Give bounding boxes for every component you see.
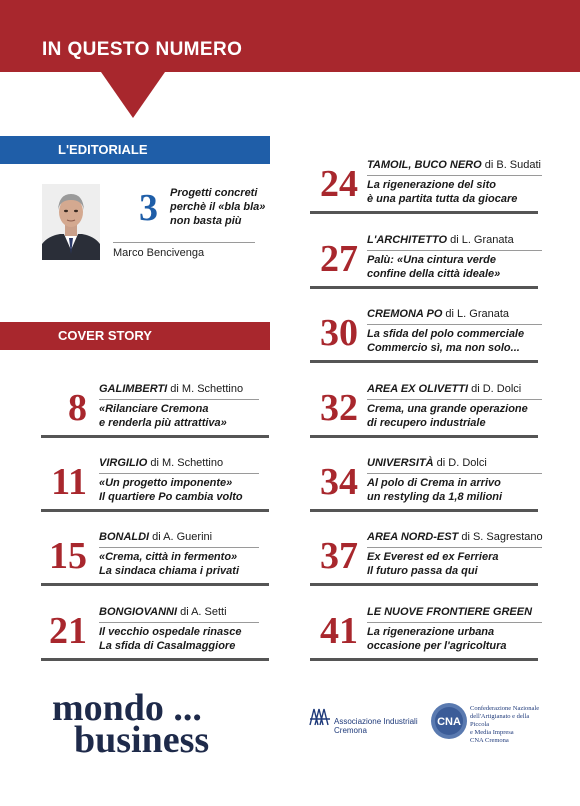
svg-text:CNA: CNA	[437, 716, 461, 728]
section-cover-story: COVER STORY	[0, 322, 270, 350]
toc-summary: «Rilanciare Cremona e renderla più attrattiva»	[99, 403, 227, 429]
divider	[367, 622, 542, 623]
toc-entry[interactable]	[310, 456, 538, 512]
editorial-author: Marco Bencivenga	[113, 247, 205, 259]
divider	[99, 399, 259, 400]
entry-rule	[310, 658, 538, 661]
svg-text:mondo ...: mondo ...	[52, 688, 202, 729]
toc-page-number: 8	[68, 387, 87, 429]
toc-page-number: 15	[49, 535, 87, 577]
toc-page-number: 37	[320, 535, 358, 577]
toc-summary: Ex Everest ed ex Ferriera Il futuro passa da qui	[367, 551, 499, 577]
toc-heading: AREA NORD-EST di S. Sagrestano	[367, 531, 543, 543]
divider	[99, 473, 259, 474]
editorial-title: Progetti concreti perchè il «bla bla» non basta più	[170, 187, 266, 227]
toc-page-number: 11	[51, 461, 87, 503]
divider	[99, 547, 259, 548]
toc-summary: Palù: «Una cintura verde confine della città ideale»	[367, 254, 501, 280]
divider	[367, 547, 542, 548]
toc-heading: GALIMBERTI di M. Schettino	[99, 383, 244, 395]
ai-emblem-icon	[308, 705, 332, 729]
editorial-page-number: 3	[139, 187, 158, 229]
toc-heading: VIRGILIO di M. Schettino	[99, 457, 224, 469]
toc-summary: «Crema, città in fermento» La sindaca chiama i privati	[99, 551, 240, 577]
toc-page-number: 21	[49, 610, 87, 652]
toc-heading: AREA EX OLIVETTI di D. Dolci	[367, 383, 522, 395]
toc-entry[interactable]	[310, 233, 538, 289]
toc-heading: L'ARCHITETTO di L. Granata	[367, 234, 514, 246]
section-editoriale: L'EDITORIALE	[0, 136, 270, 164]
entry-rule	[41, 583, 269, 586]
toc-summary: Crema, una grande operazione di recupero industriale	[367, 403, 528, 429]
toc-entry[interactable]	[41, 456, 269, 512]
author-portrait	[42, 184, 100, 260]
toc-page-number: 27	[320, 238, 358, 280]
toc-entry[interactable]	[310, 158, 542, 214]
mondo-business-logo	[52, 688, 264, 758]
toc-heading: BONGIOVANNI di A. Setti	[99, 606, 227, 618]
divider	[367, 175, 542, 176]
divider	[113, 242, 255, 243]
toc-summary: La rigenerazione del sito è una partita tutta da giocare	[367, 179, 518, 205]
toc-page-number: 34	[320, 461, 358, 503]
divider	[367, 399, 542, 400]
divider	[367, 473, 542, 474]
header-arrow	[101, 72, 165, 118]
svg-text:business: business	[74, 719, 210, 758]
entry-rule	[310, 286, 538, 289]
toc-heading: BONALDI di A. Guerini	[99, 531, 213, 543]
toc-entry[interactable]	[41, 530, 269, 586]
divider	[367, 250, 542, 251]
toc-heading: LE NUOVE FRONTIERE GREEN	[367, 606, 533, 618]
toc-entry[interactable]	[41, 605, 269, 661]
toc-summary: La sfida del polo commerciale Commercio sì, ma non solo...	[367, 328, 525, 354]
divider	[367, 324, 542, 325]
entry-rule	[310, 211, 538, 214]
entry-rule	[310, 435, 538, 438]
toc-entry[interactable]	[310, 307, 538, 363]
toc-summary: Al polo di Crema in arrivo un restyling da 1,8 milioni	[367, 477, 503, 503]
toc-page-number: 41	[320, 610, 358, 652]
toc-page-number: 32	[320, 387, 358, 429]
cna-emblem-icon	[430, 702, 468, 740]
entry-rule	[310, 509, 538, 512]
divider	[99, 622, 259, 623]
associazione-industriali-logo: Associazione Industriali Cremona	[308, 705, 418, 739]
entry-rule	[41, 658, 269, 661]
toc-entry[interactable]	[310, 382, 538, 438]
toc-heading: CREMONA PO di L. Granata	[367, 308, 510, 320]
page-title: IN QUESTO NUMERO	[42, 39, 243, 60]
toc-page-number: 24	[320, 163, 358, 205]
entry-rule	[310, 583, 538, 586]
toc-summary: Il vecchio ospedale rinasce La sfida di Casalmaggiore	[99, 626, 242, 652]
toc-entry[interactable]	[310, 530, 543, 586]
cna-logo: CNA Confederazione Nazionale dell'Artigianato e della Piccola e Media Impresa CNA Cremona	[430, 702, 550, 744]
entry-rule	[310, 360, 538, 363]
toc-entry[interactable]	[41, 382, 269, 438]
header-band	[0, 0, 580, 72]
entry-rule	[41, 509, 269, 512]
entry-rule	[41, 435, 269, 438]
toc-page-number: 30	[320, 312, 358, 354]
toc-heading: TAMOIL, BUCO NERO di B. Sudati	[367, 159, 542, 171]
toc-summary: La rigenerazione urbana occasione per l'agricoltura	[367, 626, 507, 652]
toc-entry[interactable]	[310, 605, 538, 661]
toc-summary: «Un progetto imponente» Il quartiere Po cambia volto	[99, 477, 243, 503]
toc-heading: UNIVERSITÀ di D. Dolci	[367, 457, 487, 469]
